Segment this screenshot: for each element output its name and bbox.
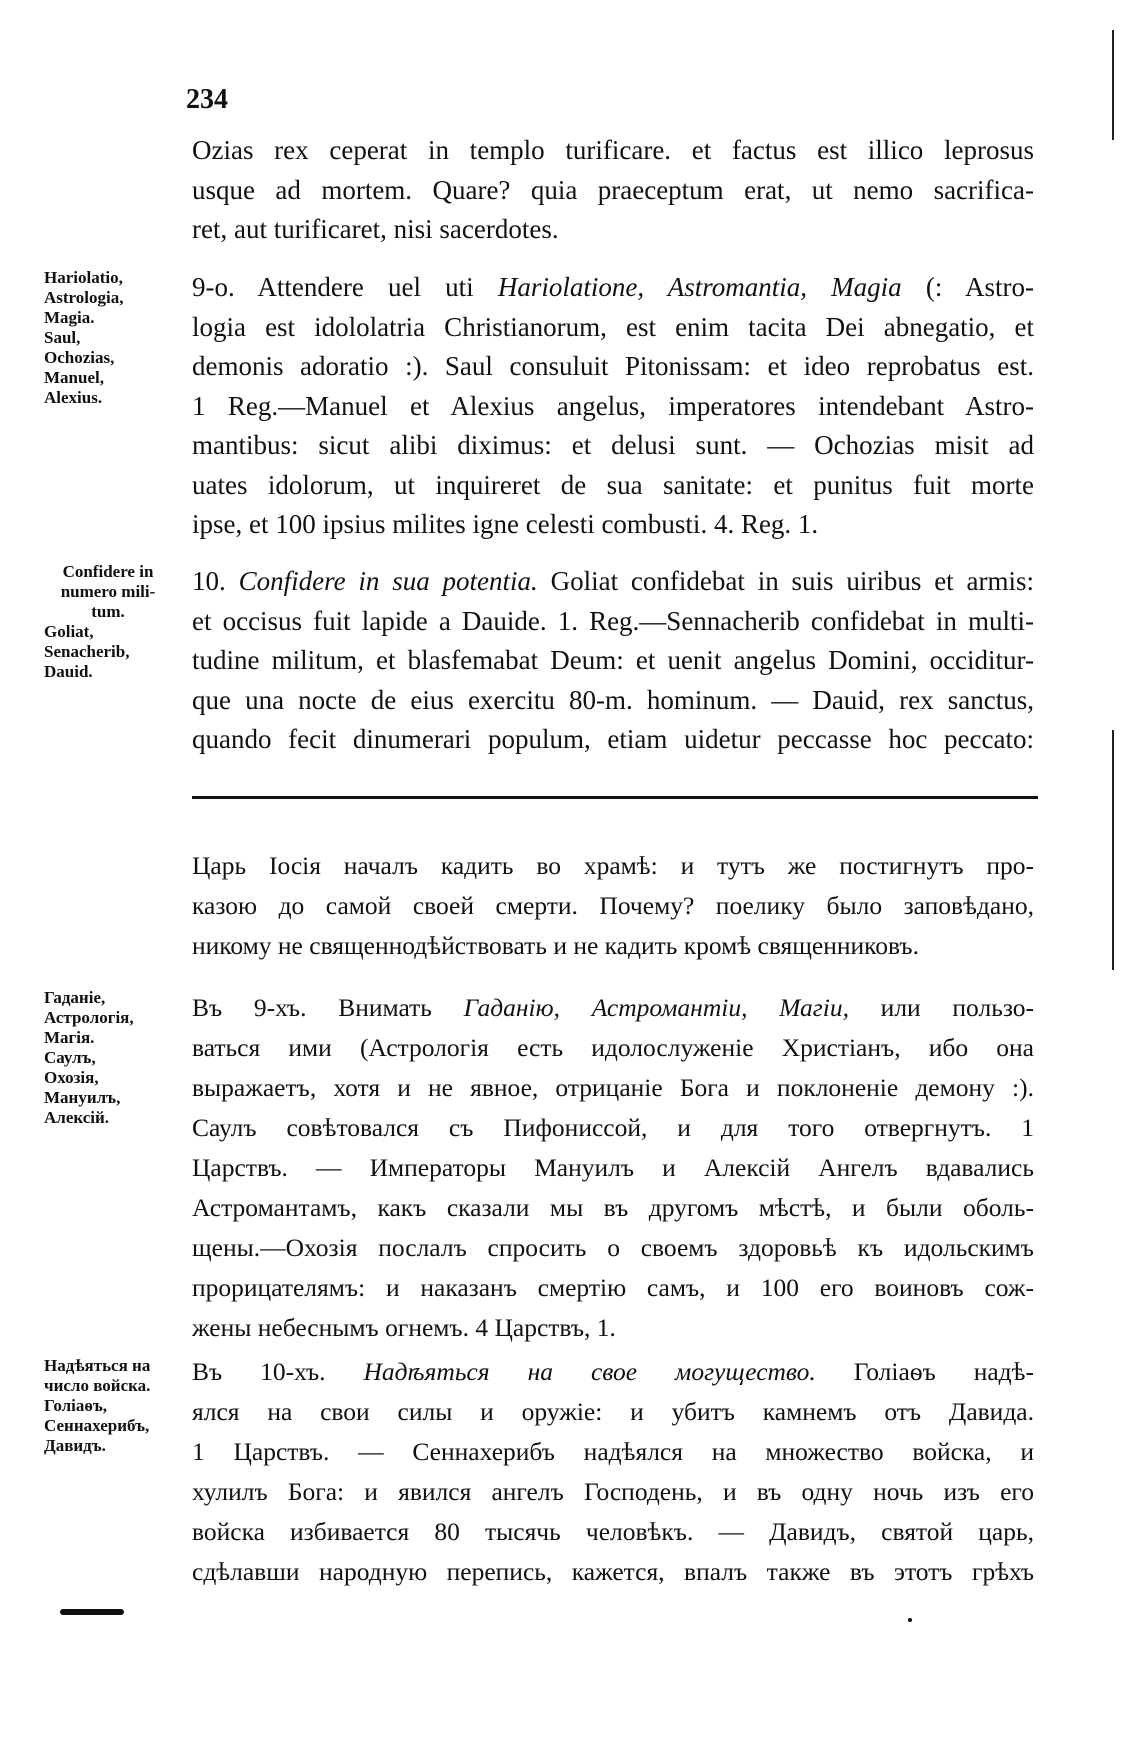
section-heading-italic: Гаданію, Астромантіи, Магіи, [463, 993, 849, 1022]
text-line: et occisus fuit lapide a Dauide. 1. Reg.—Sennacherib confidebat in multi- [192, 605, 1034, 636]
line-rest: Goliat confidebat in suis uiribus et armis: [537, 566, 1034, 596]
russian-paragraph-nadeyatsya [192, 1352, 1034, 1592]
text-line [192, 268, 1034, 308]
latin-paragraph-hariolatio [192, 268, 1034, 545]
russian-paragraph-gadanie [192, 988, 1034, 1348]
section-lead: 10. [192, 566, 239, 596]
text-line: Ozias rex ceperat in templo turificare. et factus est illico leprosus [192, 135, 1034, 165]
text-line: que una nocte de eius exercitu 80-m. hominum. — Dauid, rex sanctus, [192, 684, 1034, 715]
latin-paragraph-confidere [192, 562, 1034, 760]
text-line: usque ad mortem. Quare? quia praeceptum erat, ut nemo sacrifica- [192, 174, 1034, 205]
margin-line: Alexius. [44, 388, 103, 407]
text-line: ялся на свои силы и оружіе: и убитъ камнемъ отъ Давида. [192, 1397, 1034, 1426]
margin-line: Goliat, [44, 622, 94, 641]
margin-line: Saul, [44, 328, 81, 347]
margin-line: Магія. [44, 1028, 95, 1047]
text-line: щены.—Охозія послалъ спросить о своемъ здоровьѣ къ идольскимъ [192, 1233, 1034, 1262]
margin-line: Manuel, [44, 368, 104, 387]
text-line: ваться ими (Астрологія есть идолослуженіе Христіанъ, ибо она [192, 1033, 1034, 1062]
text-line: ret, aut turificaret, nisi sacerdotes. [192, 214, 559, 244]
margin-line: Ochozias, [44, 348, 115, 367]
line-rest: или пользо- [848, 993, 1034, 1022]
margin-line: Надѣяться на [44, 1356, 151, 1375]
page-number: 234 [186, 84, 228, 115]
line-rest: Голіаѳъ надѣ- [815, 1357, 1034, 1386]
section-divider-rule [192, 796, 1038, 799]
line-rest: (: Astro- [901, 272, 1034, 302]
text-line: ipse, et 100 ipsius milites igne celesti combusti. 4. Reg. 1. [192, 509, 819, 539]
russian-margin-note-gadanie [44, 988, 172, 1128]
latin-margin-note-confidere [44, 562, 172, 682]
text-line: demonis adoratio :). Saul consuluit Pitonissam: et ideo reprobatus est. [192, 351, 1034, 381]
text-line: mantibus: sicut alibi diximus: et delusi sunt. — Ochozias misit ad [192, 430, 1034, 460]
text-line: прорицателямъ: и наказанъ смертію самъ, и 100 его воиновъ сож- [192, 1273, 1034, 1302]
margin-line: число войска. [44, 1376, 151, 1395]
text-line: войска избивается 80 тысячь человѣкъ. — Давидъ, святой царь, [192, 1517, 1034, 1546]
margin-line: Magia. [44, 308, 95, 327]
margin-line: Саулъ, [44, 1048, 96, 1067]
margin-line: Давидъ. [44, 1436, 106, 1455]
margin-line: Dauid. [44, 662, 93, 681]
text-line: uates idolorum, ut inquireret de sua sanitate: et punitus fuit morte [192, 469, 1034, 500]
scan-edge-line [1112, 730, 1114, 970]
text-line: quando fecit dinumerari populum, etiam uidetur peccasse hoc peccato: [192, 724, 1034, 754]
text-line: хулилъ Бога: и явился ангелъ Господень, и въ одну ночь изъ его [192, 1477, 1034, 1506]
text-line: сдѣлавши народную перепись, кажется, впалъ также въ этотъ грѣхъ [192, 1557, 1034, 1586]
text-line: logia est idololatria Christianorum, est enim tacita Dei abnegatio, et [192, 311, 1034, 342]
text-line: жены небеснымъ огнемъ. 4 Царствъ, 1. [192, 1313, 616, 1342]
text-line: Царствъ. — Императоры Мануилъ и Алексій Ангелъ вдавались [192, 1153, 1034, 1182]
text-line: tudine militum, et blasfemabat Deum: et uenit angelus Domini, occiditur- [192, 645, 1034, 675]
section-heading-italic: Hariolatione, Astromantia, Magia [497, 272, 902, 302]
margin-line: Астрологія, [44, 1008, 134, 1027]
margin-line: Senacherib, [44, 642, 130, 661]
text-line: 1 Царствъ. — Сеннахерибъ надѣялся на множество войска, и [192, 1437, 1034, 1466]
margin-line: tum. [91, 602, 125, 621]
text-line: Царь Іосія началъ кадить во храмѣ: и тутъ же постигнутъ про- [192, 851, 1034, 880]
margin-line: Confidere in [62, 562, 154, 581]
text-line: выражаетъ, хотя и не явное, отрицаніе Бога и поклоненіе демону :). [192, 1073, 1034, 1102]
russian-margin-note-nadeyatsya [44, 1356, 172, 1456]
margin-line: Мануилъ, [44, 1088, 121, 1107]
russian-paragraph-iosiya [192, 846, 1034, 966]
text-line [192, 988, 1034, 1028]
latin-paragraph-ozias [192, 131, 1034, 250]
section-lead: Въ 10-хъ. [192, 1357, 364, 1386]
section-heading-italic: Надѣяться на свое могущество. [363, 1357, 816, 1386]
section-lead: Въ 9-хъ. Внимать [192, 993, 464, 1022]
section-heading-italic: Confidere in sua potentia. [238, 566, 538, 596]
section-lead: 9-o. Attendere uel uti [192, 272, 498, 302]
latin-margin-note-hariolatio [44, 268, 172, 408]
margin-line: Сеннахерибъ, [44, 1416, 150, 1435]
margin-line: Hariolatio, [44, 268, 123, 287]
text-line: никому не священнодѣйствовать и не кадить кромѣ священниковъ. [192, 931, 919, 960]
margin-line: Astrologia, [44, 288, 124, 307]
margin-line: numero mili- [60, 582, 156, 601]
text-line: 1 Reg.—Manuel et Alexius angelus, imperatores intendebant Astro- [192, 390, 1034, 421]
text-line [192, 562, 1034, 602]
scan-edge-line [1112, 30, 1114, 140]
text-line: казою до самой своей смерти. Почему? поелику было заповѣдано, [192, 891, 1034, 920]
margin-line: Голіаѳъ, [44, 1396, 108, 1415]
text-line [192, 1352, 1034, 1392]
text-line: Саулъ совѣтовался съ Пифониссой, и для того отвергнутъ. 1 [192, 1113, 1034, 1142]
margin-line: Охозія, [44, 1068, 99, 1087]
margin-line: Гаданіе, [44, 988, 106, 1007]
text-line: Астромантамъ, какъ сказали мы въ другомъ мѣстѣ, и были оболь- [192, 1193, 1034, 1222]
ink-dot [908, 1618, 912, 1622]
ink-blot [60, 1609, 124, 1615]
margin-line: Алексій. [44, 1108, 110, 1127]
